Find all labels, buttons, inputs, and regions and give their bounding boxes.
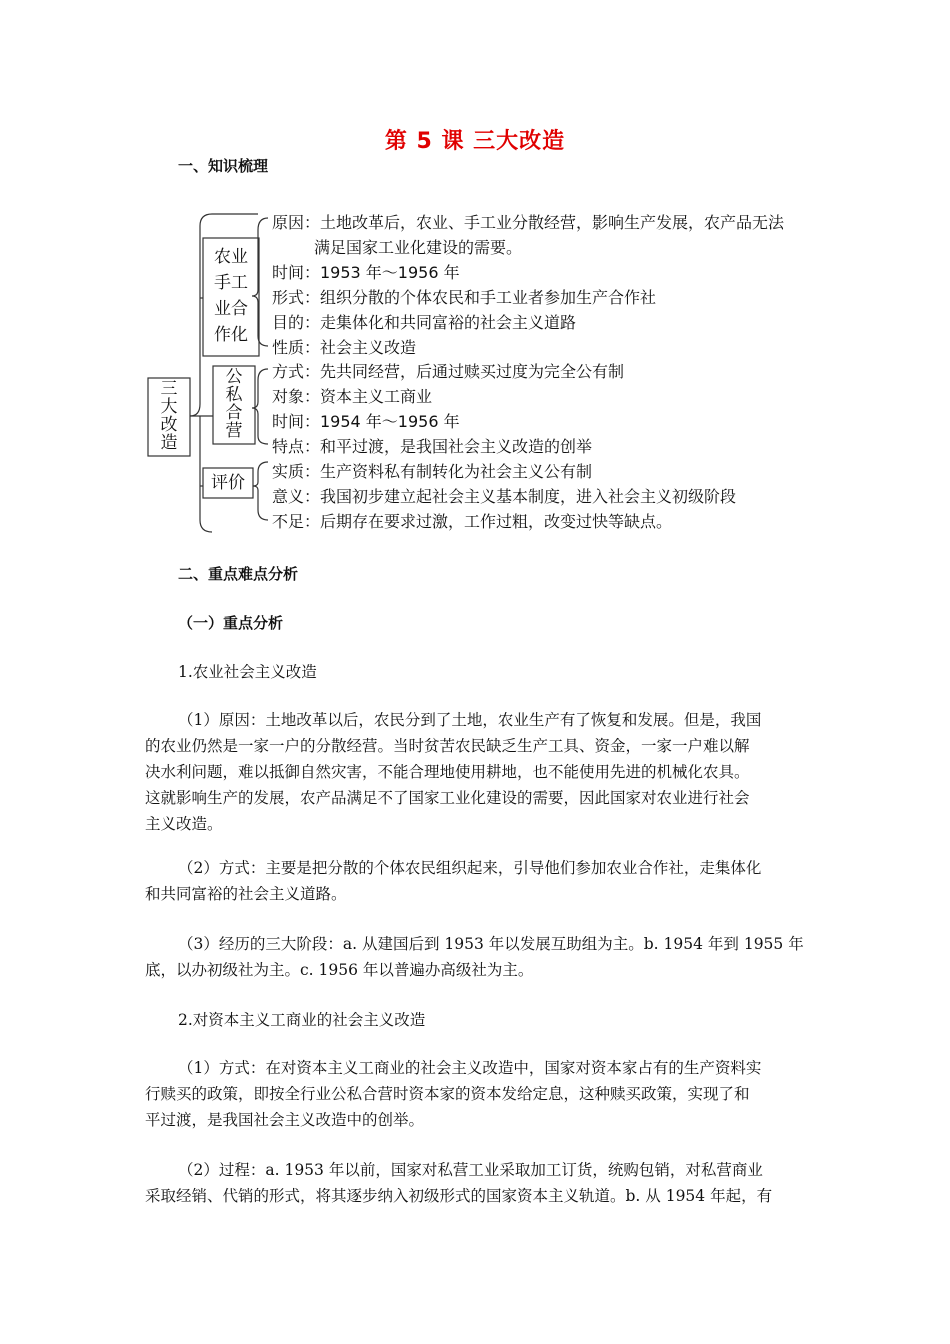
item-title-commerce: 2.对资本主义工商业的社会主义改造 [178, 1011, 426, 1029]
diagram-item-method: 方式：先共同经营，后通过赎买过度为完全公有制 [272, 362, 625, 381]
diagram-item-reason: 原因：土地改革后，农业、手工业分散经营，影响生产发展，农产品无法 [272, 213, 785, 232]
para-line: 平过渡，是我国社会主义改造中的创举。 [145, 1111, 425, 1129]
gongsi-char: 私 [225, 385, 243, 405]
para-line: 的农业仍然是一家一户的分散经营。当时贫苦农民缺乏生产工具、资金，一家一户难以解 [145, 737, 750, 755]
para-line: （3）经历的三大阶段：a. 从建国后到 1953 年以发展互助组为主。b. 1954 年到 1955 年 [178, 935, 804, 953]
page-title: 第 5 课 三大改造 [384, 129, 566, 154]
para-line: 采取经销、代销的形式，将其逐步纳入初级形式的国家资本主义轨道。b. 从 1954 年起，有 [145, 1187, 773, 1205]
para-line: 和共同富裕的社会主义道路。 [145, 885, 347, 903]
section-heading-knowledge: 一、知识梳理 [178, 157, 269, 175]
para-line: （2）过程：a. 1953 年以前，国家对私营工业采取加工订货，统购包销，对私营商业 [178, 1161, 763, 1179]
para-line: 底，以办初级社为主。c. 1956 年以普遍办高级社为主。 [145, 961, 534, 979]
agri-line: 作化 [214, 325, 248, 345]
agri-line: 业合 [214, 299, 248, 319]
diagram-item-shortage: 不足：后期存在要求过激，工作过粗，改变过快等缺点。 [272, 512, 673, 531]
section-heading-analysis: 二、重点难点分析 [178, 565, 299, 583]
root-char: 三 [160, 379, 178, 399]
root-char: 造 [160, 433, 178, 453]
paragraph-stages [145, 931, 815, 983]
para-line: 主义改造。 [145, 815, 223, 833]
gongsi-char: 公 [225, 367, 243, 387]
para-line: （2）方式：主要是把分散的个体农民组织起来，引导他们参加农业合作社，走集体化 [178, 859, 762, 877]
gongsi-char: 合 [225, 403, 243, 423]
root-char: 大 [160, 397, 178, 417]
para-line: 行赎买的政策，即按全行业公私合营时资本家的资本发给定息，这种赎买政策，实现了和 [145, 1085, 750, 1103]
root-char: 改 [160, 415, 178, 435]
gongsi-char: 营 [225, 421, 243, 441]
diagram-item-meaning: 意义：我国初步建立起社会主义基本制度，进入社会主义初级阶段 [272, 487, 737, 506]
diagram-item-form: 形式：组织分散的个体农民和手工业者参加生产合作社 [272, 288, 657, 307]
gongsi-box [213, 368, 255, 440]
paragraph-commerce-process [145, 1157, 815, 1209]
diagram-item-time2: 时间：1954 年～1956 年 [272, 412, 460, 431]
paragraph-method [145, 855, 815, 907]
diagram-item-object: 对象：资本主义工商业 [272, 387, 433, 406]
diagram-item-reason-cont: 满足国家工业化建设的需要。 [314, 238, 523, 257]
item-title-agri: 1.农业社会主义改造 [178, 663, 317, 681]
diagram-item-essence: 实质：生产资料私有制转化为社会主义公有制 [272, 462, 593, 481]
paragraph-reason [145, 707, 815, 837]
diagram-item-goal: 目的：走集体化和共同富裕的社会主义道路 [272, 313, 577, 332]
agri-box [203, 244, 259, 348]
para-line: （1）原因：土地改革以后，农民分到了土地，农业生产有了恢复和发展。但是，我国 [178, 711, 762, 729]
pingjia-box: 评价 [211, 473, 245, 493]
root-box [148, 380, 190, 452]
para-line: （1）方式：在对资本主义工商业的社会主义改造中，国家对资本家占有的生产资料实 [178, 1059, 762, 1077]
diagram-item-nature: 性质：社会主义改造 [272, 338, 417, 357]
agri-line: 农业 [214, 247, 248, 267]
paragraph-commerce-method [145, 1055, 815, 1133]
agri-line: 手工 [214, 273, 248, 293]
diagram-item-feature: 特点：和平过渡，是我国社会主义改造的创举 [272, 437, 593, 456]
subsection-heading-key: （一）重点分析 [178, 614, 284, 632]
diagram-item-time: 时间：1953 年～1956 年 [272, 263, 460, 282]
para-line: 这就影响生产的发展，农产品满足不了国家工业化建设的需要，因此国家对农业进行社会 [145, 789, 750, 807]
para-line: 决水利问题，难以抵御自然灾害，不能合理地使用耕地，也不能使用先进的机械化农具。 [145, 763, 750, 781]
